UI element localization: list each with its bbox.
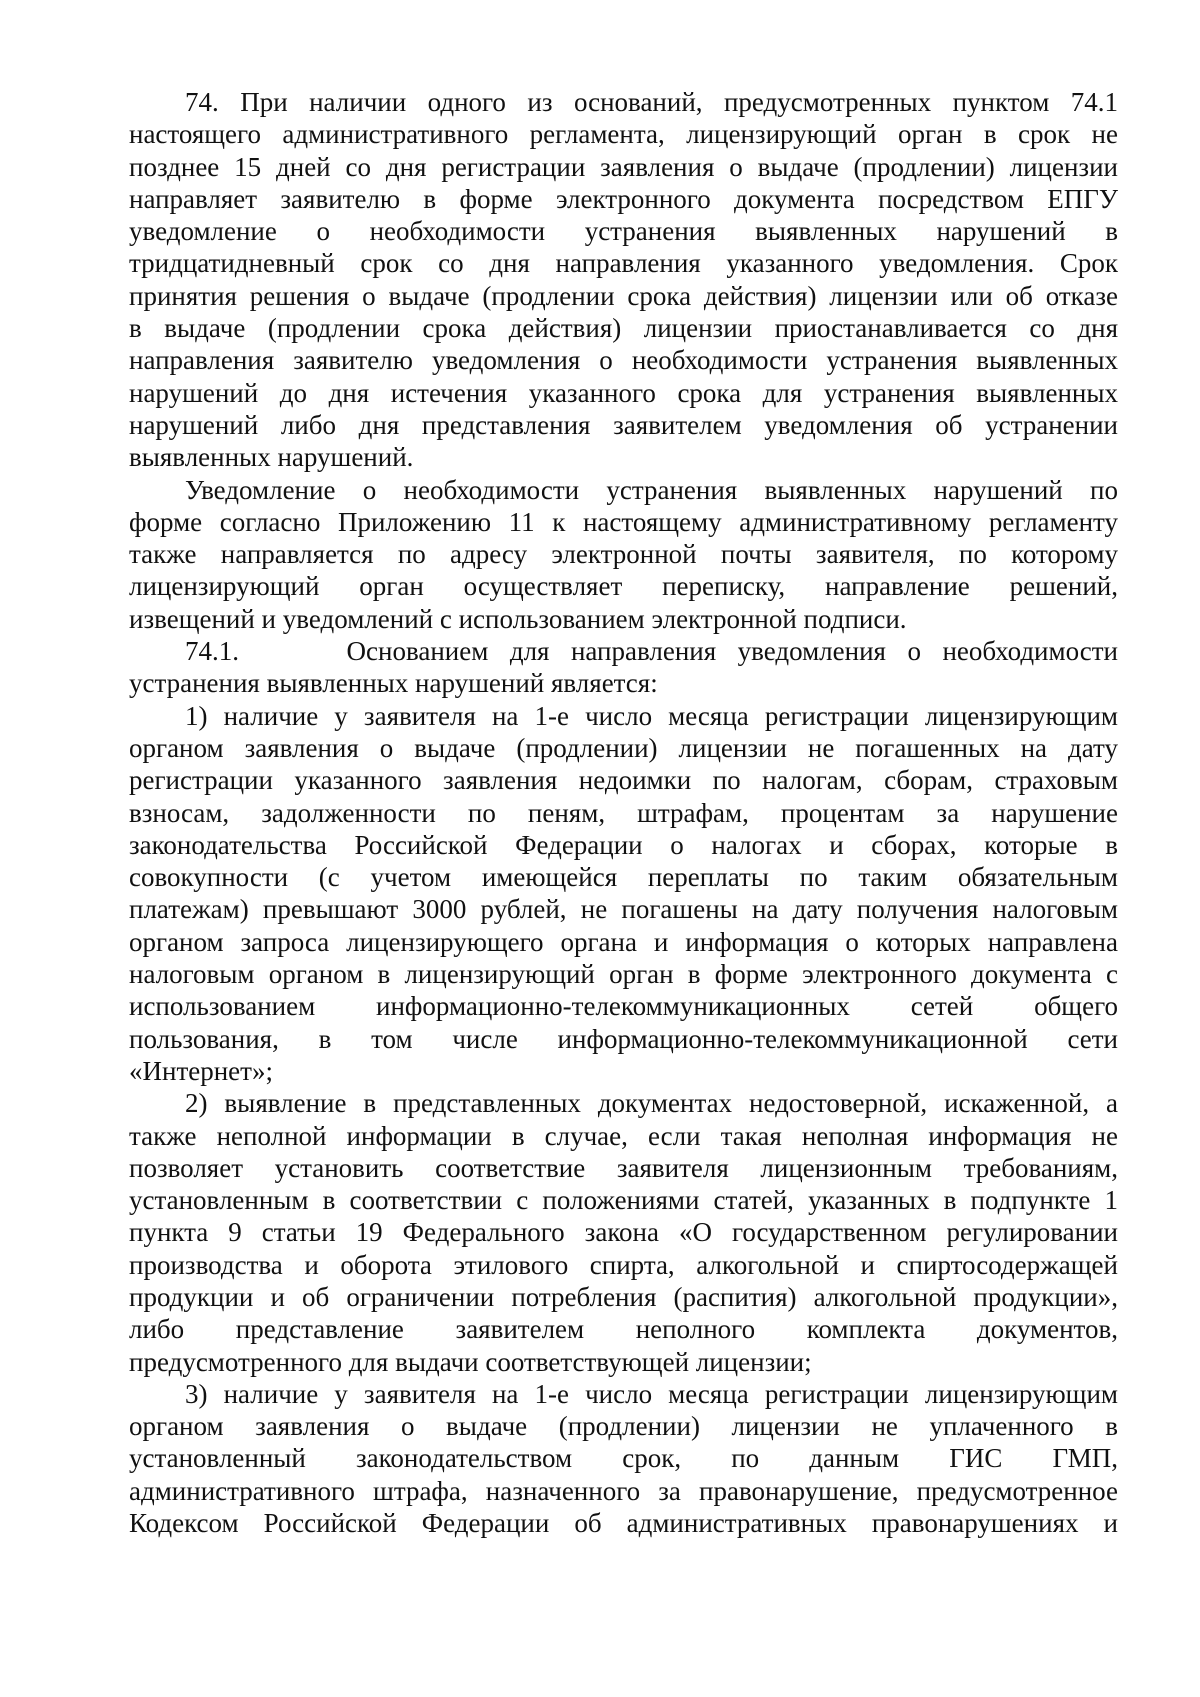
text-line: предусмотренного для выдачи соответствующей лицензии; [129,1346,812,1377]
text-line: уведомление о необходимости устранения выявленных нарушений в [129,216,1118,247]
text-line: 1) наличие у заявителя на 1-е число месяца регистрации лицензирующим [185,700,1118,731]
text-line: установленный законодательством срок, по данным ГИС ГМП, [129,1443,1118,1474]
text-line: платежам) превышают 3000 рублей, не погашены на дату получения налоговым [129,894,1118,925]
text-line: выявленных нарушений. [129,442,414,473]
text-line: налоговым органом в лицензирующий орган в форме электронного документа с [129,959,1118,990]
text-line: взносам, задолженности по пеням, штрафам, процентам за нарушение [129,797,1118,828]
text-line: 74.1. Основанием для направления уведомления о необходимости [185,636,1118,667]
text-line: либо представление заявителем неполного комплекта документов, [129,1314,1118,1345]
text-line: настоящего административного регламента, лицензирующий орган в срок не [129,119,1118,150]
text-line: направления заявителю уведомления о необходимости устранения выявленных [129,345,1118,376]
text-line: органом заявления о выдаче (продлении) лицензии не уплаченного в [129,1411,1118,1442]
text-line: принятия решения о выдаче (продлении срока действия) лицензии или об отказе [129,280,1118,311]
text-line: производства и оборота этилового спирта, алкогольной и спиртосодержащей [129,1249,1118,1280]
text-line: лицензирующий орган осуществляет переписку, направление решений, [129,571,1118,602]
text-line: законодательства Российской Федерации о налогах и сборах, которые в [129,829,1118,860]
document-body [129,86,1118,1539]
paragraph-p74-1-item3 [129,1378,1118,1539]
text-line: использованием информационно-телекоммуникационных сетей общего [129,991,1118,1022]
text-line: 74. При наличии одного из оснований, предусмотренных пунктом 74.1 [185,87,1118,117]
text-line: Уведомление о необходимости устранения выявленных нарушений по [185,474,1118,505]
text-line: пользования, в том числе информационно-телекоммуникационной сети [129,1023,1118,1054]
text-line: 3) наличие у заявителя на 1-е число месяца регистрации лицензирующим [185,1378,1118,1409]
paragraph-p74-1 [129,635,1118,700]
text-line: «Интернет»; [129,1055,273,1086]
text-line: установленным в соответствии с положениями статей, указанных в подпункте 1 [129,1185,1118,1216]
text-line: устранения выявленных нарушений является: [129,668,658,699]
text-line: административного штрафа, назначенного за правонарушение, предусмотренное [129,1475,1118,1506]
text-line: регистрации указанного заявления недоимки по налогам, сборам, страховым [129,765,1118,796]
text-line: направляет заявителю в форме электронного документа посредством ЕПГУ [129,183,1118,214]
text-line: тридцатидневный срок со дня направления указанного уведомления. Срок [129,248,1118,279]
text-line: нарушений либо дня представления заявителем уведомления об устранении [129,409,1118,440]
paragraph-p74 [129,86,1118,474]
text-line: также направляется по адресу электронной почты заявителя, по которому [129,539,1118,570]
text-line: позднее 15 дней со дня регистрации заявления о выдаче (продлении) лицензии [129,151,1118,182]
text-line: продукции и об ограничении потребления (распития) алкогольной продукции», [129,1281,1118,1312]
text-line: совокупности (с учетом имеющейся переплаты по таким обязательным [129,862,1118,893]
paragraph-p74-1-item2 [129,1087,1118,1378]
paragraph-p74-1-item1 [129,700,1118,1088]
text-line: пункта 9 статьи 19 Федерального закона «О государственном регулировании [129,1217,1118,1248]
text-line: форме согласно Приложению 11 к настоящему административному регламенту [129,506,1118,537]
text-line: органом заявления о выдаче (продлении) лицензии не погашенных на дату [129,732,1118,763]
text-line: позволяет установить соответствие заявителя лицензионным требованиям, [129,1152,1118,1183]
paragraph-p74-notice [129,474,1118,635]
text-line: извещений и уведомлений с использованием электронной подписи. [129,603,907,634]
text-line: Кодексом Российской Федерации об административных правонарушениях и [129,1508,1118,1539]
text-line: также неполной информации в случае, если такая неполная информация не [129,1120,1118,1151]
text-line: органом запроса лицензирующего органа и информация о которых направлена [129,926,1118,957]
text-line: в выдаче (продлении срока действия) лицензии приостанавливается со дня [129,313,1118,344]
text-line: нарушений до дня истечения указанного срока для устранения выявленных [129,377,1118,408]
text-line: 2) выявление в представленных документах недостоверной, искаженной, а [185,1088,1118,1119]
